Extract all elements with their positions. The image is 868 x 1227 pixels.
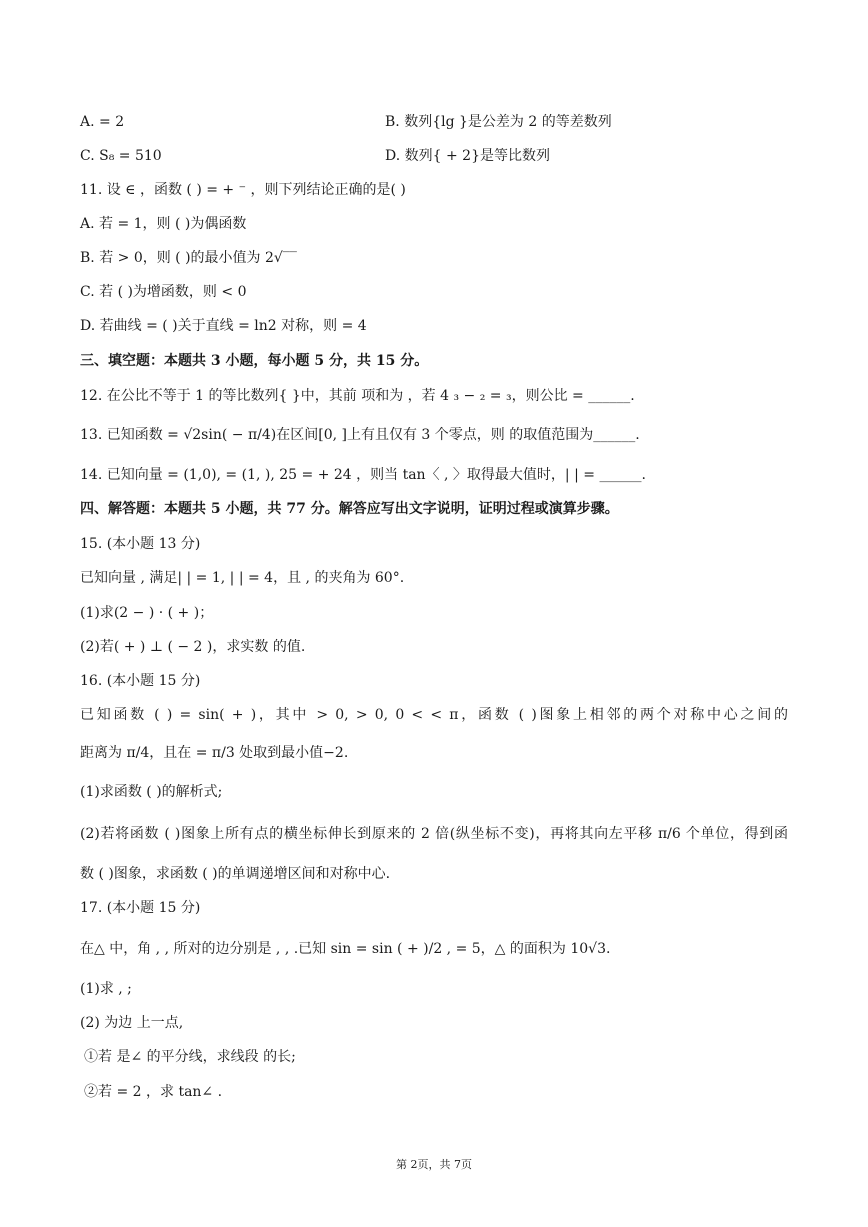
text-line-q11-a: A. 若 = 1，则 ( )为偶函数 (80, 216, 247, 232)
text-line-q16-2: (2)若将函数 ( )图象上所有点的横坐标伸长到原来的 2 倍(纵坐标不变)，再将其向左平移 π/6 个单位，得到函 (80, 826, 788, 842)
page-footer: 第 2页，共 7页 (396, 1158, 472, 1171)
text-line-q10-c: C. S₈ = 510 (80, 148, 162, 164)
text-line-q16-s2: 距离为 π/4，且在 = π/3 处取到最小值−2. (80, 745, 349, 761)
text-line-sec3: 三、填空题：本题共 3 小题，每小题 5 分，共 15 分。 (80, 353, 429, 369)
text-line-q16-2b: 数 ( )图象，求函数 ( )的单调递增区间和对称中心. (80, 866, 391, 882)
text-line-q13: 13. 已知函数 = √2sin( − π/4)在区间[0, ]上有且仅有 3 个零点，则 的取值范围为______. (80, 427, 640, 443)
text-line-q14: 14. 已知向量 = (1,0), = (1, ), 25 = + 24 ，则当 tan〈 , 〉取得最大值时，| | = ______. (80, 467, 646, 483)
text-line-q16: 16. (本小题 15 分) (80, 673, 201, 689)
text-line-q15-2: (2)若( + ) ⊥ ( − 2 )，求实数 的值. (80, 639, 306, 655)
text-line-q17-2a: ①若 是∠ 的平分线，求线段 的长; (84, 1049, 296, 1065)
text-line-q15-1: (1)求(2 − ) · ( + )； (80, 605, 214, 621)
text-line-q10-b: B. 数列{lg }是公差为 2 的等差数列 (385, 114, 612, 130)
text-line-q16-s: 已知函数 ( ) = sin( + )，其中 > 0, > 0, 0 < < π，函数 ( )图象上相邻的两个对称中心之间的 (80, 707, 788, 723)
text-line-q15-s: 已知向量 , 满足| | = 1, | | = 4，且 , 的夹角为 60°. (80, 570, 405, 586)
text-line-q10-a: A. = 2 (80, 114, 125, 130)
text-line-q11: 11. 设 ∈ ，函数 ( ) = + ⁻ ，则下列结论正确的是( ) (80, 182, 406, 198)
text-line-q11-b: B. 若 > 0，则 ( )的最小值为 2√‾‾ (80, 250, 297, 266)
text-line-sec4: 四、解答题：本题共 5 小题，共 77 分。解答应写出文字说明，证明过程或演算步骤。 (80, 501, 619, 517)
text-line-q12: 12. 在公比不等于 1 的等比数列{ }中，其前 项和为 ，若 4 ₃ − ₂ = ₃，则公比 = ______. (80, 388, 635, 404)
text-line-q17-2b: ②若 = 2 ，求 tan∠ . (84, 1084, 223, 1100)
text-line-q15: 15. (本小题 13 分) (80, 536, 201, 552)
text-line-q16-1: (1)求函数 ( )的解析式; (80, 784, 223, 800)
text-line-q17-s: 在△ 中，角 , , 所对的边分别是 , , .已知 sin = sin ( + )/2 , = 5，△ 的面积为 10√3. (80, 941, 611, 957)
text-line-q11-d: D. 若曲线 = ( )关于直线 = ln2 对称，则 = 4 (80, 318, 367, 334)
text-line-q17: 17. (本小题 15 分) (80, 900, 201, 916)
text-line-q11-c: C. 若 ( )为增函数，则 < 0 (80, 284, 247, 300)
text-line-q17-2: (2) 为边 上一点, (80, 1015, 184, 1031)
text-line-q10-d: D. 数列{ + 2}是等比数列 (385, 148, 550, 164)
text-line-q17-1: (1)求 , ; (80, 981, 132, 997)
